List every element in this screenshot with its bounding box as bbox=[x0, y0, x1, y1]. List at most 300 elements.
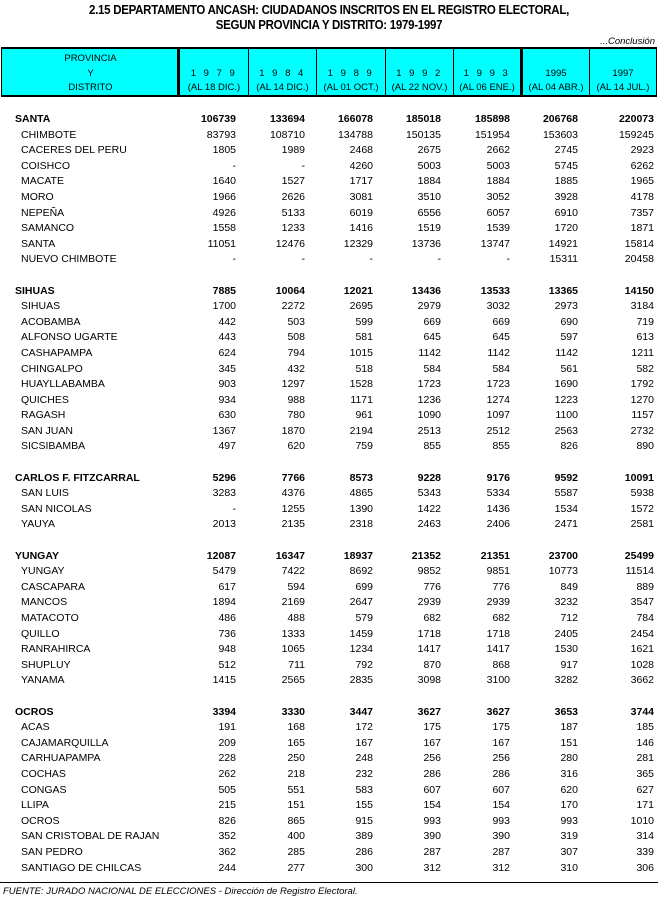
value-cell: 1640 bbox=[212, 175, 236, 188]
value-cell: 2471 bbox=[554, 518, 578, 531]
value-cell: 1805 bbox=[212, 144, 236, 157]
value-cell: 168 bbox=[287, 721, 305, 734]
value-cell: 2194 bbox=[349, 424, 373, 437]
value-cell: 5133 bbox=[281, 206, 305, 219]
district-name: LLIPA bbox=[21, 799, 49, 812]
value-cell: 206768 bbox=[542, 113, 578, 125]
value-cell: 690 bbox=[560, 315, 578, 328]
value-cell: 432 bbox=[287, 362, 305, 375]
district-row bbox=[0, 329, 658, 345]
district-row bbox=[0, 220, 658, 236]
value-cell: 4178 bbox=[630, 190, 654, 203]
value-cell: 776 bbox=[492, 580, 510, 593]
value-cell: 1717 bbox=[349, 175, 373, 188]
value-cell: 617 bbox=[218, 580, 236, 593]
value-cell: - bbox=[506, 253, 510, 266]
header-year: 1995 bbox=[545, 68, 567, 79]
value-cell: 1234 bbox=[349, 643, 373, 656]
value-cell: 5003 bbox=[486, 159, 510, 172]
value-cell: 1255 bbox=[281, 502, 305, 515]
header-date: (AL 14 JUL.) bbox=[596, 82, 650, 93]
value-cell: 287 bbox=[492, 845, 510, 858]
district-name: ACAS bbox=[21, 721, 50, 734]
value-cell: 3184 bbox=[630, 300, 654, 313]
province-row bbox=[0, 111, 658, 127]
value-cell: 191 bbox=[218, 721, 236, 734]
value-cell: 151 bbox=[287, 799, 305, 812]
value-cell: 3081 bbox=[349, 190, 373, 203]
value-cell: 711 bbox=[288, 658, 305, 671]
value-cell: - bbox=[232, 253, 236, 266]
value-cell: 2565 bbox=[281, 674, 305, 687]
value-cell: 16347 bbox=[275, 549, 305, 562]
value-cell: 1720 bbox=[554, 222, 578, 235]
value-cell: 165 bbox=[287, 736, 305, 749]
value-cell: 281 bbox=[636, 752, 654, 765]
province-name: CARLOS F. FITZCARRAL bbox=[15, 471, 140, 484]
value-cell: - bbox=[301, 159, 305, 172]
value-cell: 13436 bbox=[411, 284, 441, 297]
value-cell: 712 bbox=[560, 612, 578, 624]
district-row bbox=[0, 626, 658, 642]
value-cell: 934 bbox=[218, 393, 236, 406]
value-cell: 146 bbox=[636, 736, 654, 749]
value-cell: 3627 bbox=[486, 705, 510, 718]
district-row bbox=[0, 189, 658, 205]
value-cell: 1010 bbox=[630, 814, 654, 827]
value-cell: 6556 bbox=[417, 206, 441, 219]
district-row bbox=[0, 610, 658, 626]
header-date: (AL 14 DIC.) bbox=[256, 82, 309, 93]
value-cell: 1142 bbox=[418, 346, 441, 359]
value-cell: 3330 bbox=[281, 705, 305, 718]
value-cell: 390 bbox=[423, 830, 441, 843]
spacer-row bbox=[0, 454, 658, 470]
value-cell: 3447 bbox=[349, 705, 373, 718]
value-cell: 1436 bbox=[486, 502, 510, 515]
district-row bbox=[0, 750, 658, 766]
value-cell: 150135 bbox=[405, 128, 441, 141]
value-cell: 153603 bbox=[542, 128, 578, 141]
value-cell: 400 bbox=[287, 830, 305, 843]
value-cell: 1459 bbox=[349, 627, 373, 640]
header-label-provincia: PROVINCIA bbox=[64, 53, 117, 64]
value-cell: 961 bbox=[355, 409, 373, 422]
value-cell: 988 bbox=[287, 393, 305, 406]
district-name: CHINGALPO bbox=[21, 362, 83, 375]
value-cell: 154 bbox=[492, 799, 510, 812]
district-row bbox=[0, 844, 658, 860]
value-cell: 287 bbox=[423, 845, 441, 858]
value-cell: 3510 bbox=[417, 190, 441, 203]
value-cell: 3627 bbox=[417, 705, 441, 718]
value-cell: 442 bbox=[218, 315, 236, 328]
continuation-note: ...Conclusión bbox=[600, 36, 655, 47]
district-row bbox=[0, 392, 658, 408]
value-cell: 1723 bbox=[417, 378, 441, 391]
value-cell: 2512 bbox=[486, 424, 510, 437]
district-name: SAN PEDRO bbox=[21, 845, 83, 858]
value-cell: 167 bbox=[423, 736, 441, 749]
header-col-1993 bbox=[453, 49, 520, 95]
table-title-line-1: 2.15 DEPARTAMENTO ANCASH: CIUDADANOS INSCRITOS EN EL REGISTRO ELECTORAL, bbox=[88, 3, 570, 17]
value-cell: 256 bbox=[492, 752, 510, 765]
value-cell: 15311 bbox=[549, 253, 578, 266]
value-cell: 627 bbox=[636, 783, 654, 796]
value-cell: 5587 bbox=[554, 487, 578, 500]
value-cell: 1870 bbox=[281, 424, 305, 437]
value-cell: 599 bbox=[355, 315, 373, 328]
value-cell: 2675 bbox=[417, 144, 441, 157]
value-cell: 561 bbox=[560, 362, 578, 375]
value-cell: 13533 bbox=[480, 284, 510, 297]
province-row bbox=[0, 704, 658, 720]
value-cell: 2318 bbox=[349, 518, 373, 531]
district-row bbox=[0, 828, 658, 844]
value-cell: 21351 bbox=[480, 549, 510, 562]
value-cell: 1015 bbox=[349, 346, 373, 359]
district-row bbox=[0, 485, 658, 501]
value-cell: 365 bbox=[636, 767, 654, 780]
province-name: SANTA bbox=[15, 113, 51, 125]
value-cell: 15814 bbox=[624, 237, 654, 250]
value-cell: 2454 bbox=[630, 627, 654, 640]
value-cell: 669 bbox=[423, 315, 441, 328]
value-cell: 10773 bbox=[548, 565, 578, 578]
value-cell: 307 bbox=[560, 845, 578, 858]
value-cell: 154 bbox=[423, 799, 441, 812]
value-cell: 13747 bbox=[480, 237, 510, 250]
value-cell: 5334 bbox=[486, 487, 510, 500]
district-row bbox=[0, 516, 658, 532]
value-cell: 1142 bbox=[555, 346, 578, 359]
district-row bbox=[0, 438, 658, 454]
district-name: MACATE bbox=[21, 175, 64, 188]
value-cell: 1572 bbox=[630, 502, 654, 515]
value-cell: 719 bbox=[636, 315, 654, 328]
value-cell: 3653 bbox=[554, 705, 578, 718]
spacer-row bbox=[0, 532, 658, 548]
district-row bbox=[0, 860, 658, 876]
district-name: CAJAMARQUILLA bbox=[21, 736, 109, 749]
district-row bbox=[0, 735, 658, 751]
value-cell: 4376 bbox=[281, 487, 305, 500]
value-cell: 1270 bbox=[630, 393, 654, 406]
district-name: SICSIBAMBA bbox=[21, 440, 86, 453]
value-cell: 3100 bbox=[486, 674, 510, 687]
value-cell: 13365 bbox=[548, 284, 578, 297]
value-cell: 9592 bbox=[554, 471, 578, 484]
district-name: SANTA bbox=[21, 237, 56, 250]
value-cell: 215 bbox=[218, 799, 236, 812]
district-name: ALFONSO UGARTE bbox=[21, 331, 118, 344]
value-cell: 613 bbox=[636, 331, 654, 344]
value-cell: 250 bbox=[287, 752, 305, 765]
value-cell: 285 bbox=[287, 845, 305, 858]
value-cell: 2169 bbox=[281, 596, 305, 609]
value-cell: 1333 bbox=[281, 627, 305, 640]
value-cell: 699 bbox=[355, 580, 373, 593]
value-cell: 312 bbox=[492, 861, 510, 874]
value-cell: 12329 bbox=[343, 237, 373, 250]
value-cell: 319 bbox=[560, 830, 578, 843]
district-row bbox=[0, 205, 658, 221]
value-cell: 1718 bbox=[486, 627, 510, 640]
value-cell: 3098 bbox=[417, 674, 441, 687]
value-cell: 352 bbox=[218, 830, 236, 843]
district-row bbox=[0, 782, 658, 798]
value-cell: 2647 bbox=[349, 596, 373, 609]
header-year: 1 9 7 9 bbox=[190, 68, 238, 79]
value-cell: 185018 bbox=[405, 113, 441, 125]
value-cell: 2468 bbox=[349, 144, 373, 157]
value-cell: 1718 bbox=[417, 627, 441, 640]
header-date: (AL 22 NOV.) bbox=[391, 82, 448, 93]
district-name: ACOBAMBA bbox=[21, 315, 81, 328]
value-cell: - bbox=[232, 502, 236, 515]
value-cell: 390 bbox=[492, 830, 510, 843]
value-cell: 108710 bbox=[269, 128, 305, 141]
province-name: OCROS bbox=[15, 705, 54, 718]
value-cell: 1700 bbox=[212, 300, 236, 313]
value-cell: 630 bbox=[218, 409, 236, 422]
value-cell: 83793 bbox=[206, 128, 236, 141]
table-title-line-2: SEGUN PROVINCIA Y DISTRITO: 1979-1997 bbox=[215, 18, 443, 32]
table-header bbox=[1, 47, 657, 97]
province-row bbox=[0, 470, 658, 486]
header-date: (AL 18 DIC.) bbox=[187, 82, 241, 93]
district-row bbox=[0, 314, 658, 330]
value-cell: 5938 bbox=[630, 487, 654, 500]
value-cell: 518 bbox=[355, 362, 373, 375]
value-cell: 1097 bbox=[486, 409, 510, 422]
value-cell: 620 bbox=[287, 440, 305, 453]
value-cell: 6910 bbox=[554, 206, 578, 219]
district-row bbox=[0, 594, 658, 610]
value-cell: 9852 bbox=[417, 565, 441, 578]
district-name: CASHAPAMPA bbox=[21, 346, 93, 359]
value-cell: 868 bbox=[492, 658, 510, 671]
district-row bbox=[0, 251, 658, 267]
header-date: (AL 01 OCT.) bbox=[323, 82, 379, 93]
value-cell: 134788 bbox=[337, 128, 373, 141]
value-cell: 151954 bbox=[474, 128, 510, 141]
district-name: YANAMA bbox=[21, 674, 65, 687]
value-cell: 8692 bbox=[349, 565, 373, 578]
value-cell: 993 bbox=[423, 814, 441, 827]
value-cell: 12476 bbox=[275, 237, 305, 250]
district-row bbox=[0, 345, 658, 361]
value-cell: 209 bbox=[218, 736, 236, 749]
district-name: CARHUAPAMPA bbox=[21, 752, 101, 765]
footer-divider bbox=[0, 882, 658, 883]
value-cell: 597 bbox=[560, 331, 578, 344]
value-cell: 5745 bbox=[554, 159, 578, 172]
value-cell: 2745 bbox=[554, 144, 578, 157]
value-cell: 5296 bbox=[212, 471, 236, 484]
value-cell: 903 bbox=[218, 378, 236, 391]
value-cell: 2923 bbox=[630, 144, 654, 157]
value-cell: 362 bbox=[218, 845, 236, 858]
value-cell: 486 bbox=[218, 612, 236, 624]
value-cell: 1390 bbox=[349, 502, 373, 515]
header-year: 1 9 9 3 bbox=[463, 68, 511, 79]
value-cell: 1723 bbox=[486, 378, 510, 391]
header-col-1984 bbox=[248, 49, 316, 95]
value-cell: 20458 bbox=[624, 253, 654, 266]
value-cell: 286 bbox=[492, 767, 510, 780]
value-cell: 185898 bbox=[474, 113, 510, 125]
value-cell: 172 bbox=[355, 721, 373, 734]
value-cell: 826 bbox=[218, 814, 236, 827]
value-cell: 300 bbox=[355, 861, 373, 874]
value-cell: 345 bbox=[218, 362, 236, 375]
value-cell: 1028 bbox=[630, 658, 654, 671]
header-year: 1 9 8 4 bbox=[259, 68, 306, 79]
district-row bbox=[0, 423, 658, 439]
header-label-y: Y bbox=[87, 68, 94, 79]
header-col-1997 bbox=[589, 49, 656, 95]
value-cell: 244 bbox=[218, 861, 236, 874]
value-cell: 607 bbox=[492, 783, 510, 796]
value-cell: 1885 bbox=[554, 175, 578, 188]
value-cell: 645 bbox=[492, 331, 510, 344]
value-cell: 6019 bbox=[349, 206, 373, 219]
province-name: YUNGAY bbox=[15, 549, 59, 562]
value-cell: 1989 bbox=[281, 144, 305, 157]
value-cell: 3232 bbox=[554, 596, 578, 609]
value-cell: 1211 bbox=[631, 346, 654, 359]
district-name: SHUPLUY bbox=[21, 658, 71, 671]
value-cell: 2835 bbox=[349, 674, 373, 687]
value-cell: 624 bbox=[218, 346, 236, 359]
value-cell: 780 bbox=[287, 409, 305, 422]
value-cell: 9176 bbox=[486, 471, 510, 484]
district-name: NEPEÑA bbox=[21, 206, 65, 219]
value-cell: 1100 bbox=[555, 409, 578, 422]
district-name: SAMANCO bbox=[21, 222, 75, 235]
value-cell: 2405 bbox=[554, 627, 578, 640]
value-cell: - bbox=[437, 253, 441, 266]
value-cell: 4926 bbox=[212, 206, 236, 219]
header-col-1995 bbox=[520, 49, 589, 95]
header-year: 1 9 8 9 bbox=[327, 68, 375, 79]
header-year: 1997 bbox=[612, 68, 634, 79]
value-cell: 167 bbox=[355, 736, 373, 749]
value-cell: 826 bbox=[560, 440, 578, 453]
value-cell: 551 bbox=[287, 783, 305, 796]
district-row bbox=[0, 361, 658, 377]
value-cell: 508 bbox=[287, 331, 305, 344]
value-cell: 151 bbox=[560, 736, 578, 749]
province-name: SIHUAS bbox=[15, 284, 55, 297]
value-cell: 7357 bbox=[630, 206, 654, 219]
district-name: CASCAPARA bbox=[21, 580, 85, 593]
value-cell: 865 bbox=[287, 814, 305, 827]
value-cell: 1274 bbox=[486, 393, 510, 406]
value-cell: 784 bbox=[636, 612, 654, 624]
value-cell: 3744 bbox=[630, 705, 654, 718]
value-cell: 488 bbox=[287, 612, 305, 624]
value-cell: 682 bbox=[492, 612, 510, 624]
header-date: (AL 04 ABR.) bbox=[528, 82, 584, 93]
value-cell: 25499 bbox=[624, 549, 654, 562]
district-name: CONGAS bbox=[21, 783, 67, 796]
value-cell: 339 bbox=[636, 845, 654, 858]
value-cell: 23700 bbox=[548, 549, 578, 562]
value-cell: 256 bbox=[423, 752, 441, 765]
header-label-distrito: DISTRITO bbox=[68, 82, 113, 93]
value-cell: 1233 bbox=[281, 222, 305, 235]
value-cell: 3052 bbox=[486, 190, 510, 203]
district-name: COISHCO bbox=[21, 159, 71, 172]
value-cell: 2939 bbox=[486, 596, 510, 609]
district-row bbox=[0, 672, 658, 688]
value-cell: 1415 bbox=[212, 674, 236, 687]
value-cell: 581 bbox=[355, 331, 373, 344]
value-cell: 170 bbox=[560, 799, 578, 812]
value-cell: 3283 bbox=[212, 487, 236, 500]
value-cell: 10064 bbox=[275, 284, 305, 297]
value-cell: 2272 bbox=[281, 300, 305, 313]
value-cell: 5343 bbox=[417, 487, 441, 500]
value-cell: 133694 bbox=[269, 113, 305, 125]
district-row bbox=[0, 173, 658, 189]
value-cell: 248 bbox=[355, 752, 373, 765]
value-cell: 776 bbox=[423, 580, 441, 593]
district-name: SAN CRISTOBAL DE RAJAN bbox=[21, 830, 160, 843]
district-row bbox=[0, 657, 658, 673]
district-name: YUNGAY bbox=[21, 565, 65, 578]
value-cell: 736 bbox=[218, 627, 236, 640]
value-cell: 1884 bbox=[417, 175, 441, 188]
district-name: MATACOTO bbox=[21, 612, 79, 624]
value-cell: 6057 bbox=[486, 206, 510, 219]
district-name: NUEVO CHIMBOTE bbox=[21, 253, 117, 266]
value-cell: 1965 bbox=[630, 175, 654, 188]
value-cell: 870 bbox=[423, 658, 441, 671]
value-cell: 175 bbox=[492, 721, 510, 734]
value-cell: 1539 bbox=[486, 222, 510, 235]
value-cell: 1558 bbox=[212, 222, 236, 235]
value-cell: 7885 bbox=[212, 284, 236, 297]
value-cell: 175 bbox=[423, 721, 441, 734]
value-cell: 682 bbox=[423, 612, 441, 624]
value-cell: 443 bbox=[218, 331, 236, 344]
district-name: SAN NICOLAS bbox=[21, 502, 92, 515]
value-cell: 2135 bbox=[281, 518, 305, 531]
value-cell: 5003 bbox=[417, 159, 441, 172]
value-cell: 1527 bbox=[281, 175, 305, 188]
header-col-1992 bbox=[385, 49, 453, 95]
district-name: MORO bbox=[21, 190, 54, 203]
value-cell: 1171 bbox=[350, 393, 373, 406]
value-cell: 262 bbox=[218, 767, 236, 780]
value-cell: 18937 bbox=[343, 549, 373, 562]
district-name: COCHAS bbox=[21, 767, 66, 780]
value-cell: 2662 bbox=[486, 144, 510, 157]
value-cell: 917 bbox=[560, 658, 578, 671]
value-cell: 2695 bbox=[349, 300, 373, 313]
value-cell: 166078 bbox=[337, 113, 373, 125]
value-cell: 12021 bbox=[343, 284, 373, 297]
district-row bbox=[0, 766, 658, 782]
value-cell: 7766 bbox=[281, 471, 305, 484]
value-cell: 583 bbox=[355, 783, 373, 796]
value-cell: 218 bbox=[287, 767, 305, 780]
value-cell: 1417 bbox=[417, 643, 441, 656]
district-name: RANRAHIRCA bbox=[21, 643, 91, 656]
